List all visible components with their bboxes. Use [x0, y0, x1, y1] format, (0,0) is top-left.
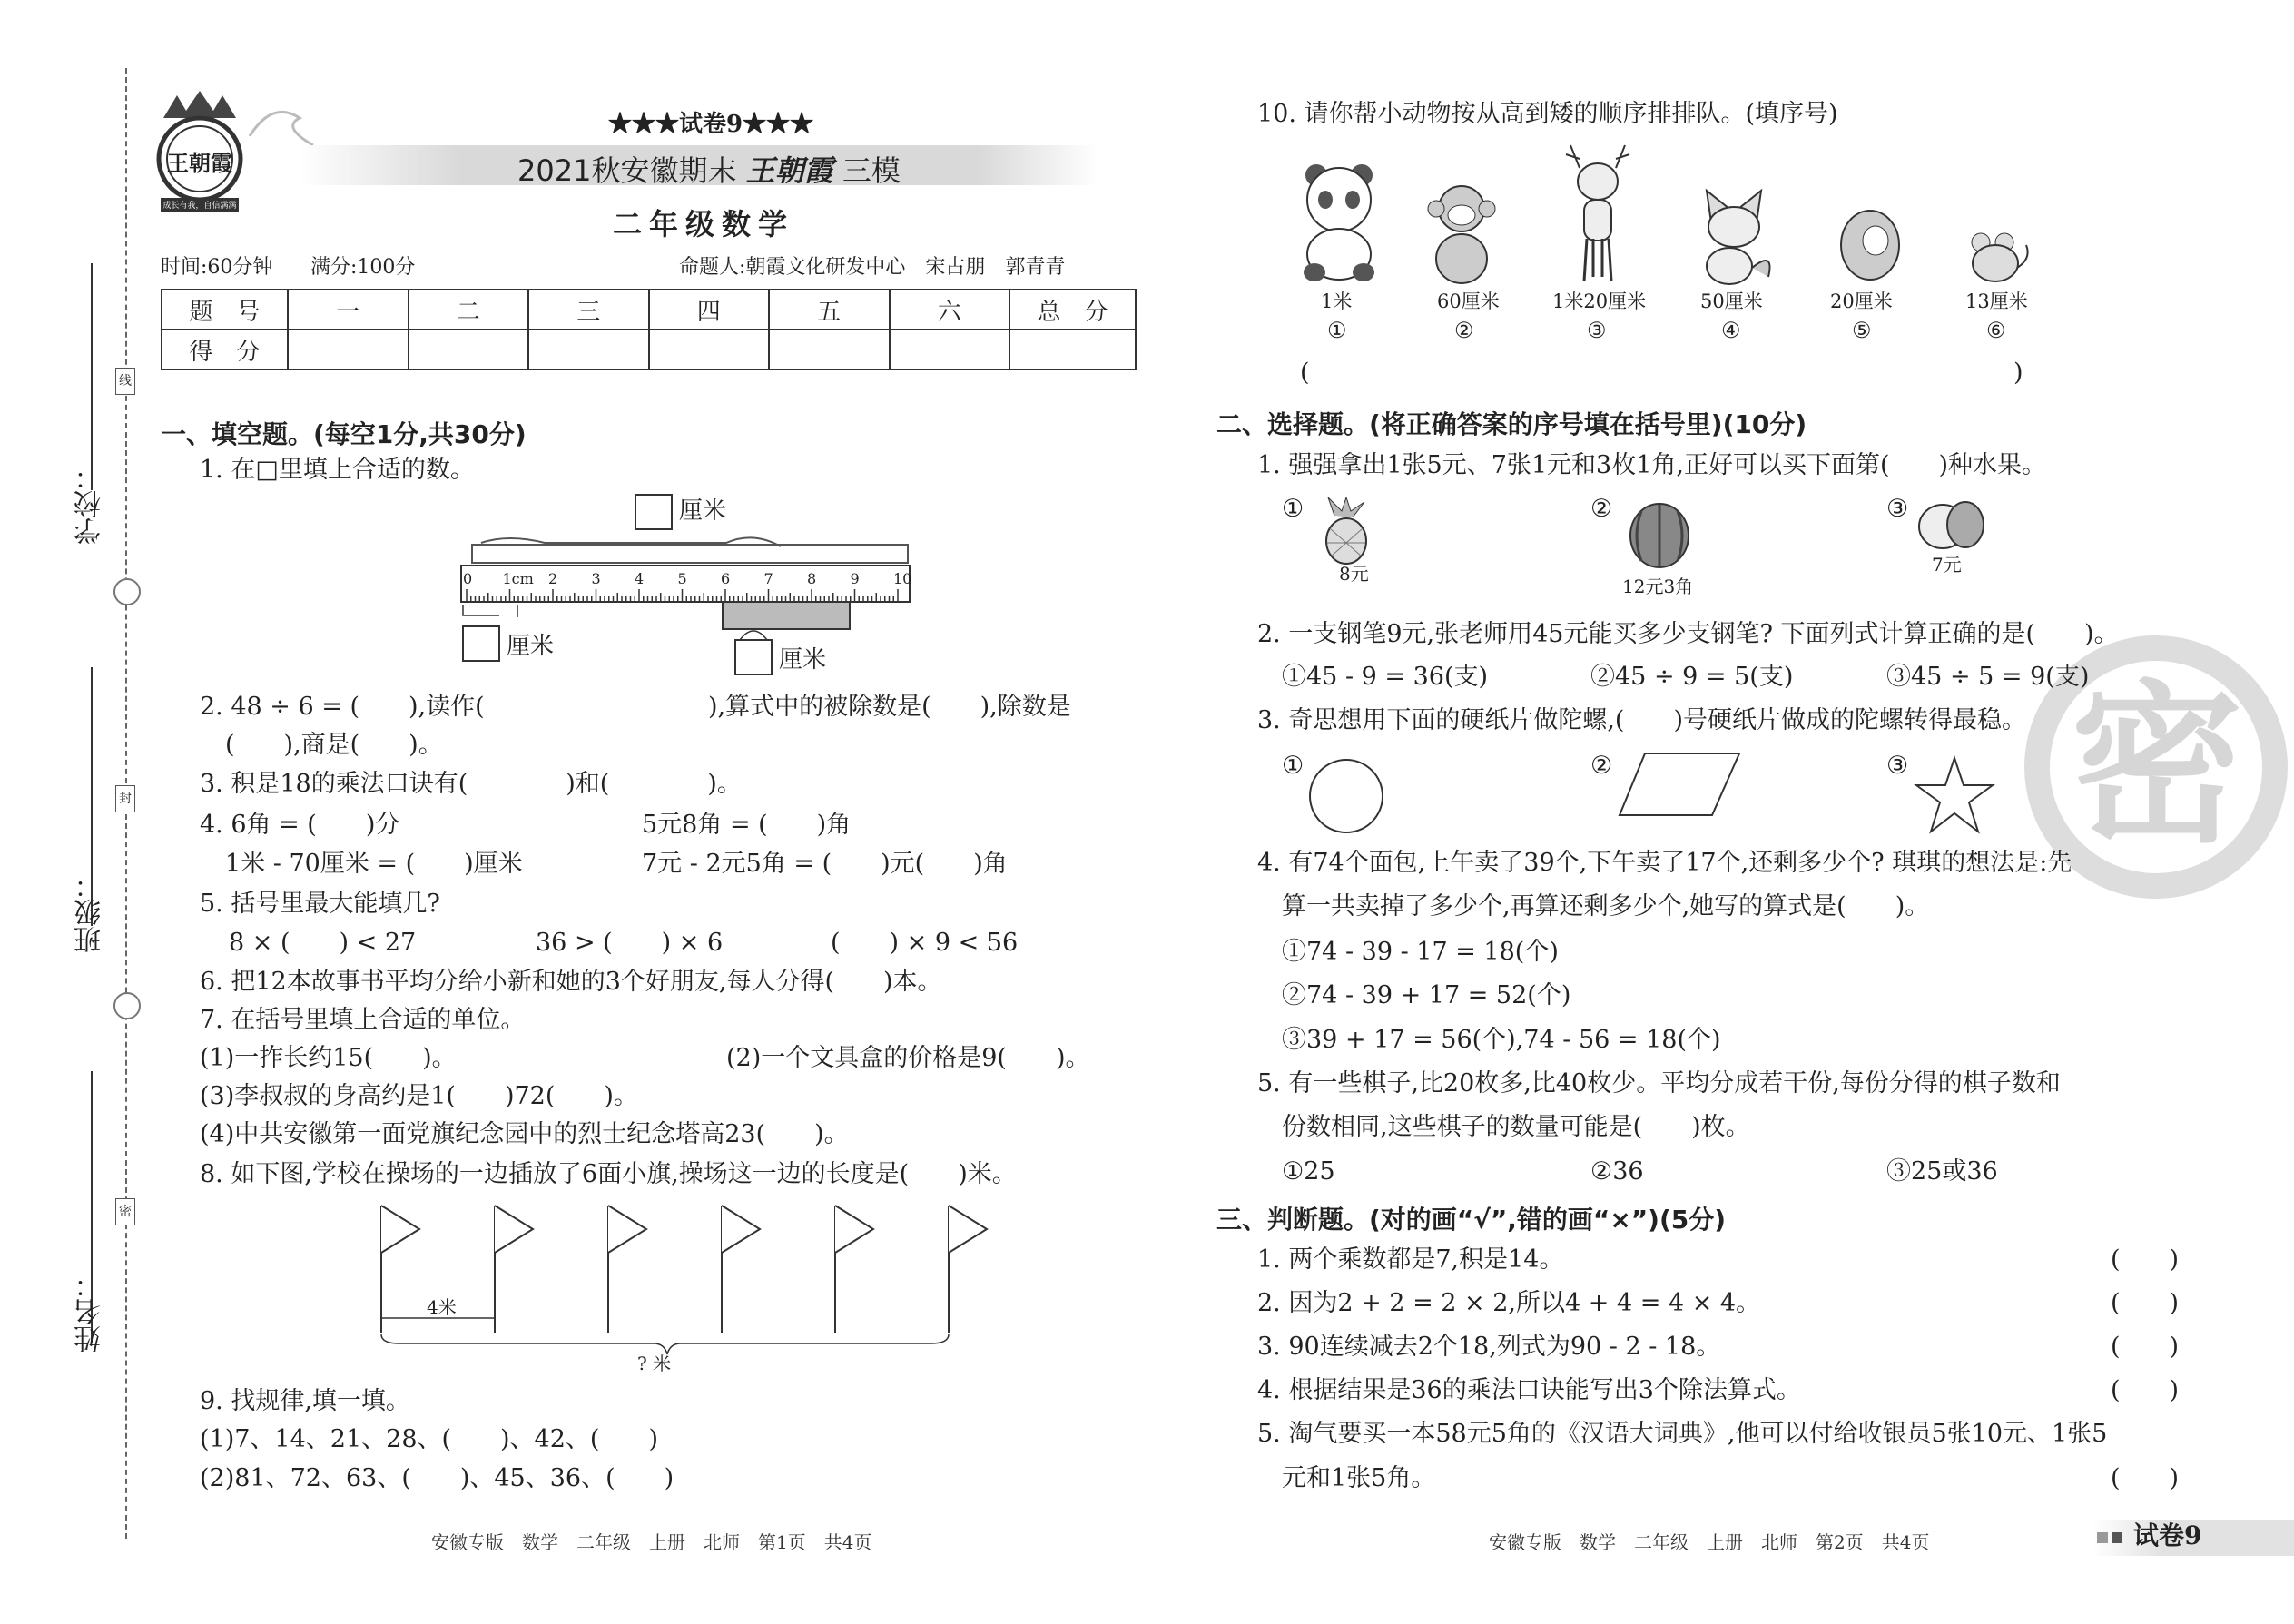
binding-hole-icon: [113, 578, 141, 605]
q10-paren-right: ): [2013, 359, 2023, 387]
ruler-tick-label: 10: [893, 570, 912, 587]
s1-q9a: (1)7、14、21、28、( )、42、( ): [200, 1425, 658, 1453]
score-cell[interactable]: [1009, 330, 1136, 369]
ruler-tick-label: 6: [721, 570, 731, 587]
score-header: 一: [288, 290, 409, 330]
score-header: 三: [528, 290, 649, 330]
ruler-tick-label: 9: [850, 570, 860, 587]
score-header: 六: [890, 290, 1010, 330]
s1-q7: 7. 在括号里填上合适的单位。: [200, 1006, 526, 1034]
s1-q6: 6. 把12本故事书平均分给小新和她的3个好朋友,每人分得( )本。: [200, 968, 942, 996]
s1-q5a: 8 × ( ) < 27: [229, 929, 417, 957]
deer-icon: [1543, 141, 1652, 286]
footer-square-icon: [2112, 1532, 2122, 1543]
authors-info: 命题人:朝霞文化研发中心 宋占朋 郭青青: [679, 256, 1066, 279]
mouse-icon: [1961, 222, 2033, 286]
s1-q8: 8. 如下图,学校在操场的一边插放了6面小旗,操场这一边的长度是( )米。: [200, 1160, 1017, 1188]
shape-number: ②: [1590, 752, 1613, 780]
s2-q2-option: ②45 ÷ 9 = 5(支): [1590, 663, 1794, 691]
s1-q7b: (2)一个文具盒的价格是9( )。: [726, 1044, 1090, 1072]
ruler-tick-label: 4: [635, 570, 645, 587]
hedgehog-icon: [1834, 195, 1906, 286]
circle-shape-icon: [1307, 757, 1385, 835]
school-field-line[interactable]: [91, 263, 93, 490]
ruler-tick-label: 7: [763, 570, 773, 587]
s2-q4-option: ①74 - 39 - 17 = 18(个): [1282, 938, 1559, 966]
s1-q2b: ),算式中的被除数是( ),除数是: [708, 693, 1071, 721]
score-cell[interactable]: [528, 330, 649, 369]
ruler-tick-label: 1cm: [502, 570, 534, 587]
score-cell[interactable]: [890, 330, 1010, 369]
animal-height: 1米: [1321, 290, 1353, 312]
animal-number: ④: [1721, 318, 1741, 343]
q10-text: 10. 请你帮小动物按从高到矮的顺序排排队。(填序号): [1257, 100, 1838, 128]
logo-slogan: 成长有我，自信满满: [162, 202, 237, 211]
s1-q9: 9. 找规律,填一填。: [200, 1387, 410, 1415]
s1-q4d: 7元 - 2元5角 = ( )元( )角: [642, 850, 1008, 878]
score-info: 满分:100分: [310, 256, 416, 279]
score-header: 总 分: [1009, 290, 1136, 330]
seal-watermark-text: 密: [2070, 664, 2243, 866]
shape-number: ③: [1886, 752, 1909, 780]
score-cell[interactable]: [769, 330, 890, 369]
binding-mark-line: 线: [115, 368, 135, 395]
score-header: 二: [409, 290, 529, 330]
fruit-price: 12元3角: [1622, 576, 1694, 597]
score-header: 四: [649, 290, 770, 330]
footer-tag: 试卷9: [2133, 1521, 2202, 1550]
s3-answer-paren[interactable]: ( ): [2111, 1333, 2180, 1361]
shape-number: ①: [1282, 752, 1305, 780]
s2-q5b: 份数相同,这些棋子的数量可能是( )枚。: [1282, 1113, 1750, 1141]
animal-number: ②: [1454, 318, 1474, 343]
footer-left: 安徽专版 数学 二年级 上册 北师 第1页 共4页: [431, 1531, 872, 1553]
section3-title: 三、判断题。(对的画“√”,错的画“×”)(5分): [1216, 1205, 1727, 1235]
s3-answer-paren[interactable]: ( ): [2111, 1289, 2180, 1317]
exam-title: [517, 148, 901, 190]
fruit-price: 8元: [1339, 563, 1369, 585]
time-info: 时间:60分钟: [161, 256, 273, 279]
fruit-number: ①: [1282, 495, 1305, 523]
s1-q9b: (2)81、72、63、( )、45、36、( ): [200, 1464, 674, 1492]
ruler-tick-label: 0: [463, 570, 473, 587]
brand-logo: [150, 91, 250, 218]
s2-q4-option: ②74 - 39 + 17 = 52(个): [1282, 981, 1571, 1009]
s1-q7c: (3)李叔叔的身高约是1( )72( )。: [200, 1082, 638, 1110]
animal-height: 1米20厘米: [1552, 290, 1647, 312]
s2-q5a: 5. 有一些棋子,比20枚多,比40枚少。平均分成若干份,每份分得的棋子数和: [1257, 1069, 2061, 1097]
q10-paren-left: (: [1300, 359, 1310, 387]
logo-name: 王朝霞: [167, 150, 232, 176]
durian-icon: [1915, 497, 1988, 552]
s1-q7a: (1)一拃长约15( )。: [200, 1044, 457, 1072]
s1-q4a: 4. 6角 = ( )分: [200, 811, 400, 839]
s3-item-cont: 元和1张5角。: [1282, 1464, 1436, 1492]
flags-figure: [363, 1198, 1017, 1380]
s2-q2-option: ①45 - 9 = 36(支): [1282, 663, 1489, 691]
pineapple-icon: [1314, 497, 1373, 566]
animal-number: ①: [1327, 318, 1347, 343]
exam-title-brand: 王朝霞: [745, 153, 833, 188]
parallelogram-shape-icon: [1618, 752, 1741, 817]
s1-q7d: (4)中共安徽第一面党旗纪念园中的烈士纪念塔高23( )。: [200, 1120, 849, 1148]
ruler-unit-top: 厘米: [679, 497, 727, 525]
s1-q4b: 5元8角 = ( )角: [642, 811, 852, 839]
ruler-tick-label: 8: [807, 570, 817, 587]
fox-icon: [1689, 186, 1779, 286]
ruler-tick-label: 5: [677, 570, 687, 587]
s3-item: 5. 淘气要买一本58元5角的《汉语大词典》,他可以付给收银员5张10元、1张5: [1257, 1420, 2108, 1448]
fruit-number: ③: [1886, 495, 1909, 523]
animal-number: ⑤: [1852, 318, 1872, 343]
fruit-number: ②: [1590, 495, 1613, 523]
subject-title: 二年级数学: [613, 207, 795, 241]
binding-mark-seal: 封: [115, 785, 135, 812]
s3-answer-paren[interactable]: ( ): [2111, 1464, 2180, 1492]
section2-title: 二、选择题。(将正确答案的序号填在括号里)(10分): [1216, 409, 1807, 439]
s1-q5c: ( ) × 9 < 56: [831, 929, 1019, 957]
star-shape-icon: [1914, 755, 1995, 835]
section1-title: 一、填空题。(每空1分,共30分): [161, 419, 527, 449]
animal-number: ③: [1587, 318, 1607, 343]
class-label: 班级：: [74, 871, 106, 953]
s2-q4a: 4. 有74个面包,上午卖了39个,下午卖了17个,还剩多少个? 琪琪的想法是:先: [1257, 849, 2072, 877]
s2-q1: 1. 强强拿出1张5元、7张1元和3枚1角,正好可以买下面第( )种水果。: [1257, 451, 2047, 479]
ruler-tick-label: 3: [591, 570, 601, 587]
school-label: 学校：: [74, 463, 106, 545]
animal-number: ⑥: [1986, 318, 2006, 343]
s3-item: 3. 90连续减去2个18,列式为90 - 2 - 18。: [1257, 1333, 1721, 1361]
s2-q3: 3. 奇思想用下面的硬纸片做陀螺,( )号硬纸片做成的陀螺转得最稳。: [1257, 706, 2026, 734]
animal-height: 20厘米: [1830, 290, 1893, 312]
score-table: [161, 289, 1137, 370]
s3-item: 1. 两个乘数都是7,积是14。: [1257, 1245, 1564, 1274]
s1-q2c: ( ),商是( )。: [225, 731, 443, 759]
s1-q5: 5. 括号里最大能填几?: [200, 890, 440, 918]
score-cell[interactable]: [409, 330, 529, 369]
s1-q1: 1. 在□里填上合适的数。: [200, 456, 475, 484]
ruler-unit-left: 厘米: [507, 633, 555, 660]
watermelon-icon: [1628, 497, 1691, 570]
score-row-label: 得 分: [162, 330, 288, 369]
s2-q5-option: ①25: [1282, 1157, 1335, 1186]
score-cell[interactable]: [649, 330, 770, 369]
s3-answer-paren[interactable]: ( ): [2111, 1245, 2180, 1274]
footer-right: 安徽专版 数学 二年级 上册 北师 第2页 共4页: [1489, 1531, 1930, 1553]
s1-q2a: 2. 48 ÷ 6 = ( ),读作(: [200, 693, 485, 721]
s3-item: 4. 根据结果是36的乘法口诀能写出3个除法算式。: [1257, 1376, 1801, 1404]
s1-q5b: 36 > ( ) × 6: [536, 929, 724, 957]
ruler-unit-right: 厘米: [779, 646, 827, 674]
ruler-tick-label: 2: [548, 570, 558, 587]
animal-height: 60厘米: [1437, 290, 1500, 312]
score-header: 题 号: [162, 290, 288, 330]
s2-q5-option: ③25或36: [1886, 1157, 1998, 1186]
animal-height: 50厘米: [1700, 290, 1763, 312]
flag-distance: 4米: [427, 1296, 457, 1318]
panda-icon: [1289, 150, 1389, 286]
exam-title-main: 2021秋安徽期末: [517, 153, 737, 188]
score-cell[interactable]: [288, 330, 409, 369]
s1-q4c: 1米 - 70厘米 = ( )厘米: [225, 850, 523, 878]
animals-row: [1289, 150, 2033, 359]
footer-square-icon: [2097, 1532, 2108, 1543]
score-header: 五: [769, 290, 890, 330]
s2-q2-option: ③45 ÷ 5 = 9(支): [1886, 663, 2090, 691]
ruler-figure: [454, 490, 917, 681]
s2-q5-option: ②36: [1590, 1157, 1644, 1186]
s1-q3: 3. 积是18的乘法口诀有( )和( )。: [200, 770, 742, 798]
flag-total: ? 米: [637, 1353, 672, 1374]
binding-mark-dense: 密: [115, 1198, 135, 1225]
binding-hole-icon: [113, 992, 141, 1019]
s3-item: 2. 因为2 + 2 = 2 × 2,所以4 + 4 = 4 × 4。: [1257, 1289, 1761, 1317]
exam-title-suffix: 三模: [842, 153, 901, 188]
s2-q2: 2. 一支钢笔9元,张老师用45元能买多少支钢笔? 下面列式计算正确的是( )。: [1257, 620, 2119, 648]
s2-q4-option: ③39 + 17 = 56(个),74 - 56 = 18(个): [1282, 1026, 1721, 1054]
fruit-price: 7元: [1932, 554, 1962, 576]
monkey-icon: [1416, 177, 1507, 286]
s3-answer-paren[interactable]: ( ): [2111, 1376, 2180, 1404]
s2-q4b: 算一共卖掉了多少个,再算还剩多少个,她写的算式是( )。: [1282, 892, 1930, 920]
name-label: 姓名：: [74, 1271, 106, 1353]
paper-badge: ★★★试卷9★★★: [608, 111, 814, 138]
animal-height: 13厘米: [1965, 290, 2028, 312]
